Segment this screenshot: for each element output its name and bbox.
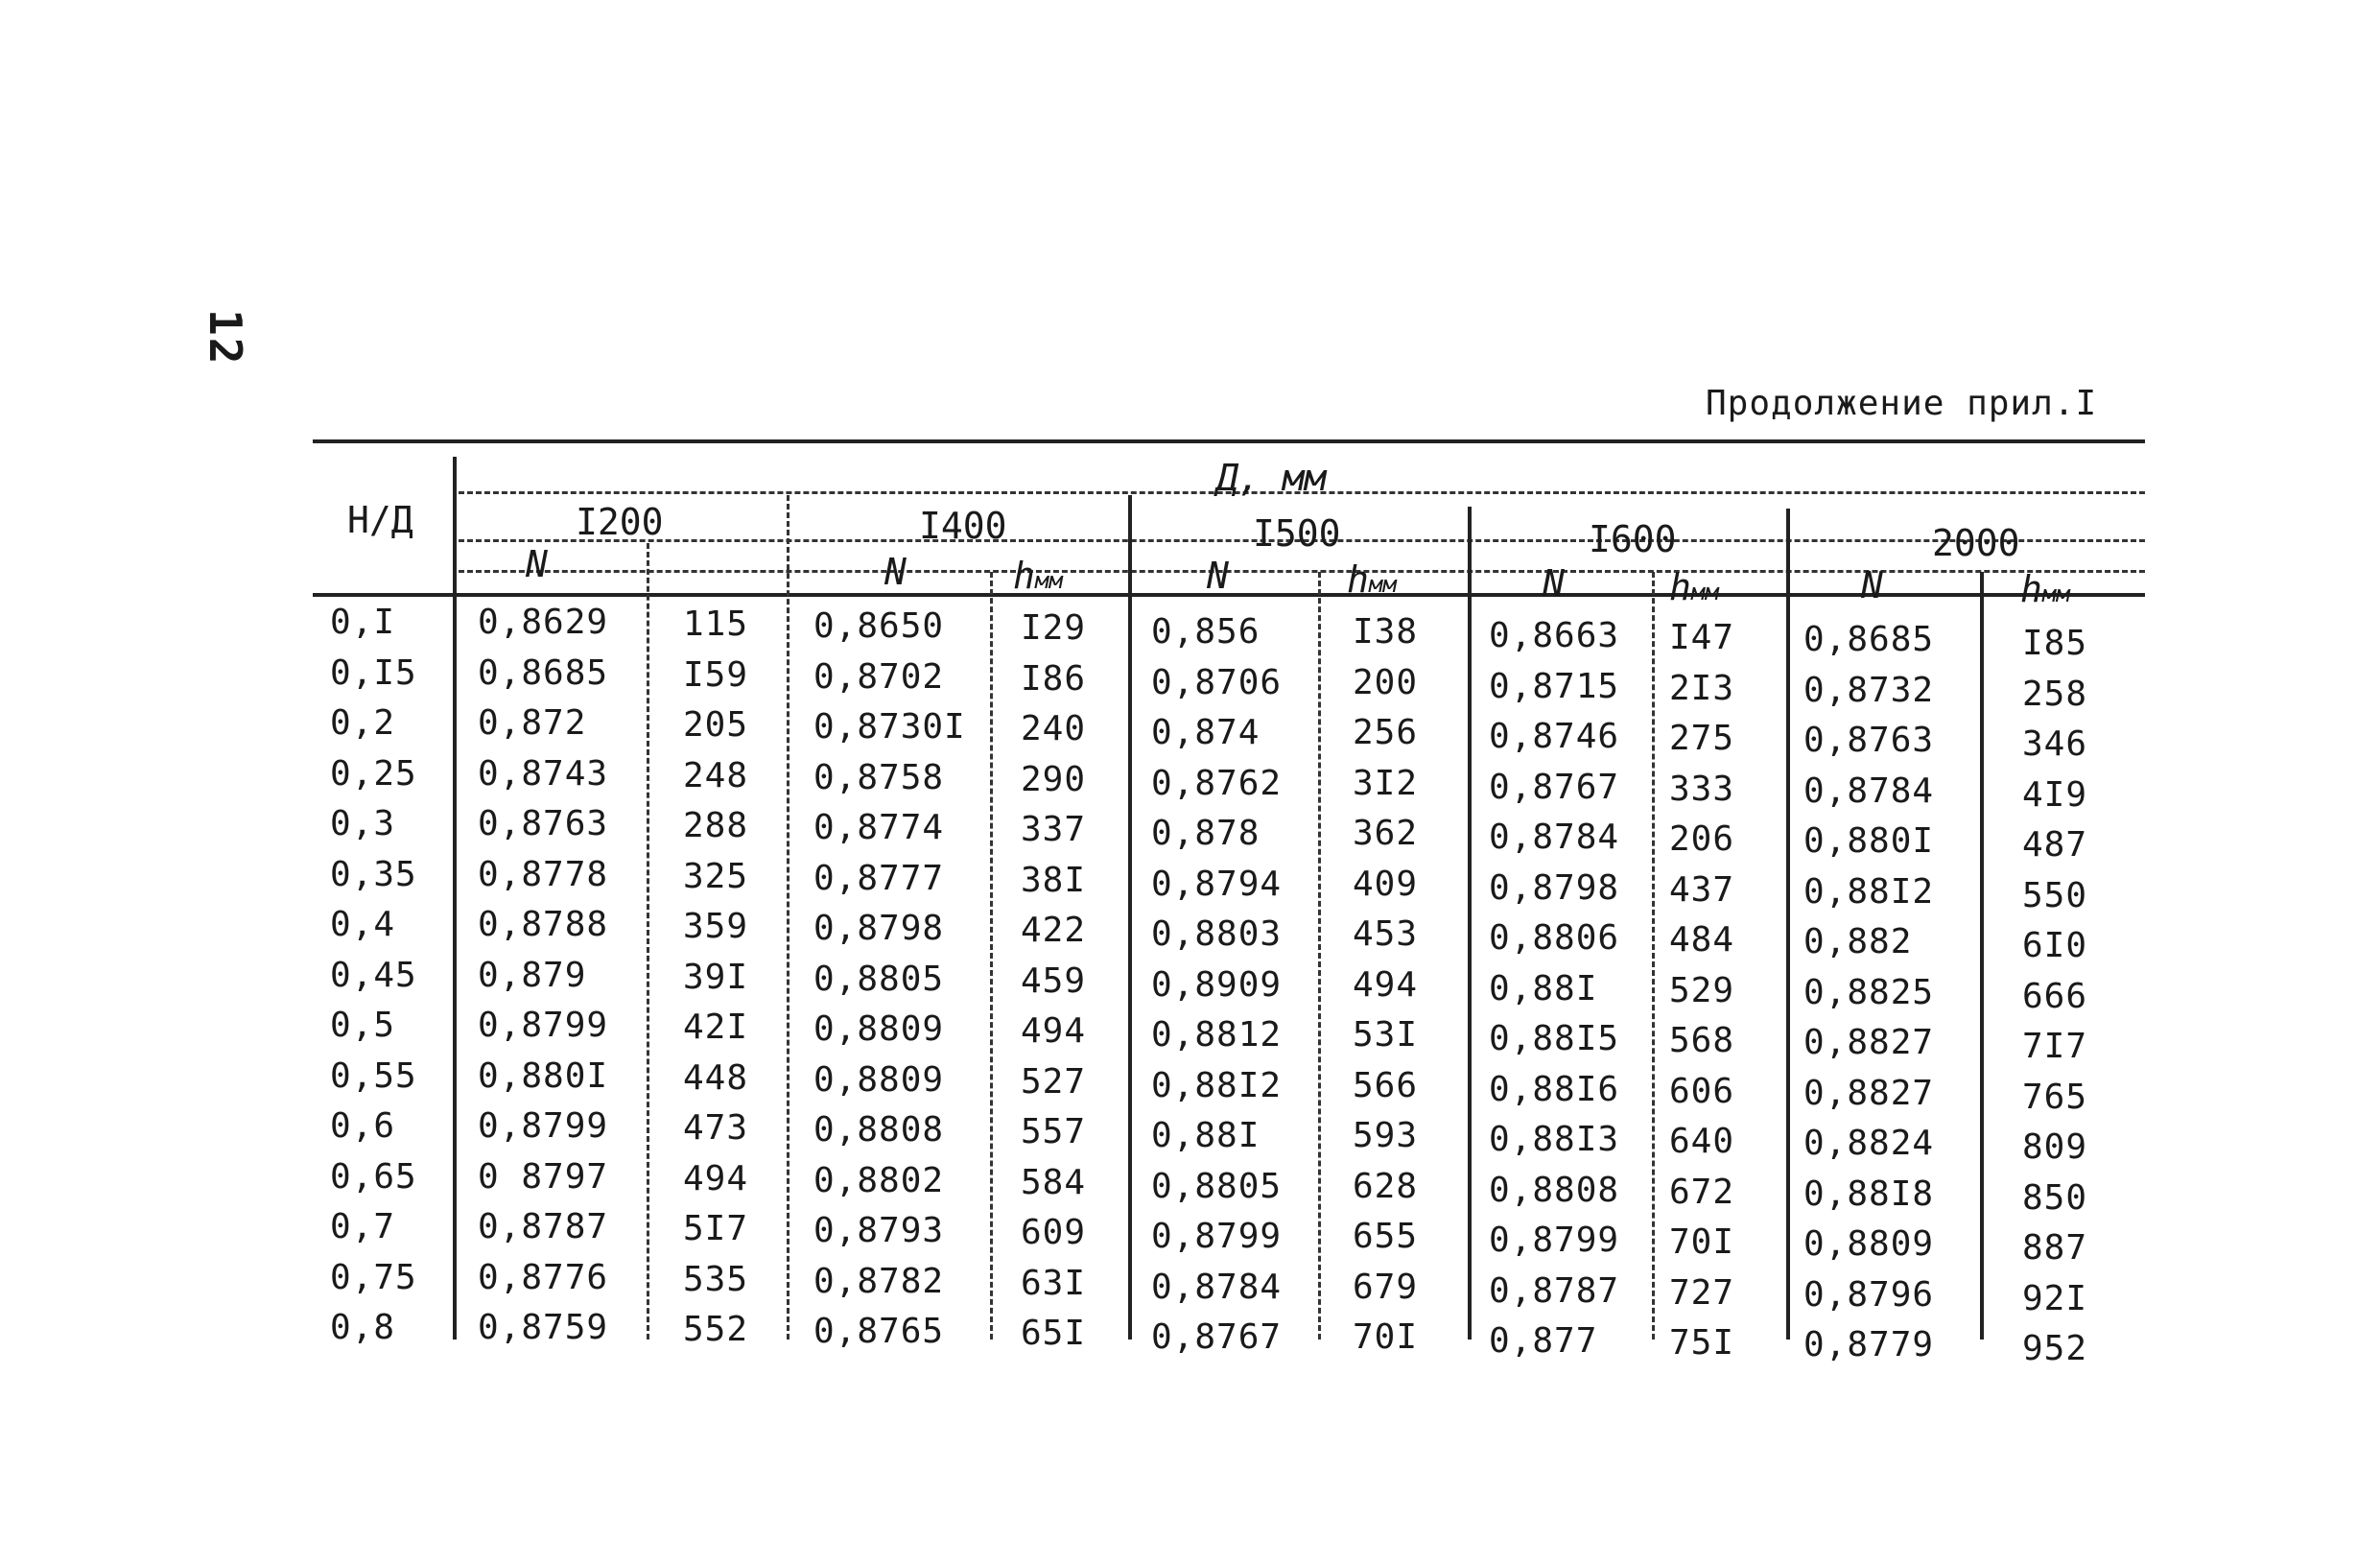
n-value-cell: 0,8776	[478, 1257, 609, 1297]
h-value-cell: 679	[1353, 1267, 1419, 1307]
n-value-cell: 0,8779	[1803, 1325, 1935, 1364]
h-value-cell: 3I2	[1353, 763, 1419, 803]
h-value-cell: 494	[683, 1158, 749, 1198]
n-value-cell: 0,874	[1151, 713, 1261, 752]
h-value-cell: 484	[1669, 920, 1735, 960]
h-value-cell: 256	[1353, 713, 1419, 752]
n-value-cell: 0,8812	[1151, 1015, 1283, 1055]
h-value-cell: 92I	[2022, 1278, 2088, 1318]
row-label-cell: 0,7	[330, 1207, 396, 1246]
n-value-cell: 0 8797	[478, 1156, 609, 1197]
n-value-cell: 0,88I	[1151, 1116, 1261, 1155]
column-divider	[1318, 572, 1321, 1340]
n-value-cell: 0,8784	[1151, 1267, 1283, 1307]
h-value-cell: 422	[1021, 911, 1087, 950]
n-value-cell: 0,8803	[1151, 914, 1283, 954]
h-value-cell: 552	[683, 1310, 749, 1349]
row-label-cell: 0,5	[330, 1006, 396, 1045]
row-label-cell: 0,45	[330, 955, 417, 995]
h-value-cell: 809	[2022, 1127, 2088, 1167]
h-value-cell: 359	[683, 907, 749, 946]
h-value-cell: 115	[683, 605, 749, 644]
header-sub-rule	[459, 570, 2145, 573]
group-label-header: Д, мм	[1216, 457, 1327, 499]
h-value-cell: 584	[1021, 1162, 1087, 1202]
n-value-cell: 0,8806	[1489, 918, 1620, 958]
h-value-cell: 275	[1669, 719, 1735, 758]
h-value-cell: I86	[1021, 658, 1087, 699]
h-value-cell: 205	[683, 705, 749, 745]
row-label-cell: 0,3	[330, 804, 396, 843]
n-value-cell: 0,8777	[813, 858, 945, 898]
h-value-cell: 765	[2022, 1077, 2088, 1117]
h-value-cell: 494	[1353, 964, 1419, 1005]
n-value-cell: 0,8827	[1803, 1023, 1935, 1062]
row-label-cell: 0,65	[330, 1156, 417, 1197]
h-value-cell: 655	[1353, 1217, 1419, 1256]
row-label-cell: 0,55	[330, 1055, 417, 1096]
column-divider	[1786, 509, 1790, 1340]
n-value-cell: 0,8685	[1803, 620, 1935, 659]
h-value-cell: 6I0	[2022, 926, 2088, 965]
n-value-cell: 0,872	[478, 703, 587, 743]
column-divider	[1980, 572, 1984, 1340]
h-value-cell: 200	[1353, 662, 1419, 702]
n-value-cell: 0,8763	[1803, 721, 1935, 760]
page-number: 12	[200, 309, 251, 367]
n-value-cell: 0,879	[478, 955, 587, 995]
n-value-cell: 0,8787	[478, 1207, 609, 1246]
h-value-cell: 628	[1353, 1166, 1419, 1206]
h-value-cell: 606	[1669, 1071, 1735, 1111]
n-value-cell: 0,8793	[813, 1211, 945, 1250]
n-value-cell: 0,8650	[813, 606, 945, 646]
row-label-cell: 0,I	[330, 603, 396, 642]
column-divider	[453, 457, 457, 1340]
h-value-cell: 70I	[1669, 1222, 1735, 1262]
n-value-cell: 0,8702	[813, 656, 945, 697]
h-value-cell: 70I	[1353, 1317, 1419, 1357]
h-value-cell: 290	[1021, 759, 1087, 799]
n-value-cell: 0,8799	[1151, 1217, 1283, 1256]
n-value-cell: 0,8799	[478, 1006, 609, 1045]
h-value-cell: 5I7	[683, 1209, 749, 1248]
h-value-cell: 337	[1021, 810, 1087, 849]
n-value-cell: 0,8809	[813, 1059, 945, 1100]
h-value-cell: 258	[2022, 674, 2088, 714]
n-value-cell: 0,8629	[478, 603, 609, 642]
h-value-cell: 666	[2022, 976, 2088, 1016]
n-column-header: N	[1543, 562, 1565, 605]
h-value-cell: I29	[1021, 608, 1087, 648]
h-value-cell: 325	[683, 856, 749, 896]
row-label-cell: 0,75	[330, 1257, 417, 1297]
h-value-cell: 568	[1669, 1021, 1735, 1060]
n-value-cell: 0,88I8	[1803, 1174, 1935, 1214]
h-value-cell: 566	[1353, 1065, 1419, 1105]
n-value-cell: 0,8799	[478, 1106, 609, 1146]
n-value-cell: 0,8782	[813, 1261, 945, 1301]
n-value-cell: 0,8809	[1803, 1224, 1935, 1264]
h-value-cell: 206	[1669, 819, 1735, 859]
n-value-cell: 0,88I5	[1489, 1019, 1620, 1058]
n-value-cell: 0,8784	[1489, 818, 1620, 857]
n-value-cell: 0,856	[1151, 612, 1261, 652]
n-value-cell: 0,8805	[1151, 1166, 1283, 1206]
row-label-cell: 0,2	[330, 703, 396, 743]
diameter-header: I400	[919, 505, 1007, 547]
h-value-cell: 448	[683, 1057, 749, 1098]
h-column-header: hмм	[1013, 555, 1063, 597]
h-value-cell: 640	[1669, 1122, 1735, 1161]
h-value-cell: 459	[1021, 960, 1087, 1001]
n-value-cell: 0,880I	[1803, 821, 1935, 861]
n-value-cell: 0,877	[1489, 1321, 1598, 1361]
n-value-cell: 0,8808	[813, 1110, 945, 1150]
h-value-cell: 75I	[1669, 1323, 1735, 1363]
n-value-cell: 0,8824	[1803, 1124, 1935, 1163]
h-value-cell: 487	[2022, 825, 2088, 865]
n-value-cell: 0,8805	[813, 959, 945, 999]
n-value-cell: 0,8759	[478, 1308, 609, 1347]
n-column-header: N	[526, 543, 548, 585]
n-value-cell: 0,882	[1803, 922, 1913, 961]
n-value-cell: 0,878	[1151, 814, 1261, 853]
h-column-header: hмм	[2020, 568, 2070, 610]
n-column-header: N	[884, 551, 907, 593]
n-value-cell: 0,8809	[813, 1009, 945, 1049]
h-value-cell: 453	[1353, 914, 1419, 954]
column-divider	[787, 495, 789, 1340]
row-label-cell: 0,I5	[330, 652, 417, 693]
h-value-cell: 473	[683, 1108, 749, 1148]
n-value-cell: 0,88I2	[1803, 871, 1935, 912]
h-value-cell: 529	[1669, 970, 1735, 1010]
n-value-cell: 0,8767	[1151, 1317, 1283, 1357]
h-value-cell: 557	[1021, 1112, 1087, 1151]
n-value-cell: 0,8758	[813, 757, 945, 797]
h-value-cell: 248	[683, 755, 749, 795]
h-value-cell: 609	[1021, 1213, 1087, 1252]
n-value-cell: 0,8802	[813, 1160, 945, 1200]
n-value-cell: 0,8827	[1803, 1073, 1935, 1113]
n-column-header: N	[1207, 555, 1229, 597]
h-value-cell: I59	[683, 654, 749, 695]
row-label-header: Н/Д	[347, 499, 413, 541]
n-value-cell: 0,8909	[1151, 964, 1283, 1005]
n-value-cell: 0,8746	[1489, 717, 1620, 756]
h-value-cell: 39I	[683, 957, 749, 997]
n-value-cell: 0,8778	[478, 854, 609, 894]
h-value-cell: 288	[683, 806, 749, 845]
h-column-header: hмм	[1669, 566, 1719, 608]
n-value-cell: 0,8715	[1489, 666, 1620, 706]
h-value-cell: 65I	[1021, 1314, 1087, 1353]
n-value-cell: 0,8787	[1489, 1270, 1620, 1311]
column-divider	[1652, 572, 1655, 1340]
column-divider	[990, 572, 993, 1340]
h-value-cell: 409	[1353, 864, 1419, 904]
column-divider	[647, 543, 649, 1340]
n-column-header: N	[1861, 564, 1883, 606]
n-value-cell: 0,88I3	[1489, 1120, 1620, 1159]
h-value-cell: I38	[1353, 612, 1419, 652]
n-value-cell: 0,8799	[1489, 1221, 1620, 1260]
row-label-cell: 0,6	[330, 1106, 396, 1146]
n-value-cell: 0,8798	[813, 909, 945, 948]
h-value-cell: 63I	[1021, 1263, 1087, 1303]
h-value-cell: 593	[1353, 1116, 1419, 1155]
n-value-cell: 0,8732	[1803, 670, 1935, 710]
row-label-cell: 0,25	[330, 753, 417, 794]
h-value-cell: 527	[1021, 1061, 1087, 1102]
h-value-cell: I85	[2022, 624, 2088, 663]
n-value-cell: 0,8798	[1489, 867, 1620, 908]
h-value-cell: 362	[1353, 814, 1419, 853]
diameter-header: I600	[1589, 518, 1677, 560]
n-value-cell: 0,8663	[1489, 616, 1620, 655]
row-label-cell: 0,8	[330, 1308, 396, 1347]
h-value-cell: 346	[2022, 724, 2088, 764]
diameter-header: I200	[576, 501, 664, 543]
n-value-cell: 0,8762	[1151, 763, 1283, 803]
n-value-cell: 0,8796	[1803, 1274, 1935, 1315]
n-value-cell: 0,8706	[1151, 662, 1283, 702]
h-value-cell: 437	[1669, 869, 1735, 910]
column-divider	[1468, 507, 1472, 1340]
n-value-cell: 0,88I2	[1151, 1065, 1283, 1105]
h-value-cell: 850	[2022, 1177, 2088, 1218]
n-value-cell: 0,8767	[1489, 767, 1620, 807]
n-value-cell: 0,8808	[1489, 1170, 1620, 1210]
column-divider	[1128, 495, 1132, 1340]
h-value-cell: 550	[2022, 875, 2088, 915]
row-label-cell: 0,4	[330, 905, 396, 944]
n-value-cell: 0,8743	[478, 753, 609, 794]
h-column-header: hмм	[1347, 558, 1397, 601]
h-value-cell: 727	[1669, 1272, 1735, 1313]
n-value-cell: 0,8825	[1803, 972, 1935, 1012]
h-value-cell: 240	[1021, 709, 1087, 748]
n-value-cell: 0,8774	[813, 808, 945, 847]
n-value-cell: 0,8763	[478, 804, 609, 843]
n-value-cell: 0,88I	[1489, 968, 1598, 1008]
h-value-cell: 7I7	[2022, 1027, 2088, 1066]
h-value-cell: 672	[1669, 1172, 1735, 1212]
n-value-cell: 0,8794	[1151, 864, 1283, 904]
h-value-cell: I47	[1669, 618, 1735, 657]
h-value-cell: 952	[2022, 1329, 2088, 1368]
h-value-cell: 333	[1669, 769, 1735, 809]
n-value-cell: 0,8788	[478, 905, 609, 944]
h-value-cell: 535	[683, 1259, 749, 1299]
continuation-label: Продолжение прил.I	[1706, 384, 2098, 423]
h-value-cell: 494	[1021, 1011, 1087, 1051]
table-top-rule	[313, 439, 2145, 443]
h-value-cell: 53I	[1353, 1015, 1419, 1055]
n-value-cell: 0,8685	[478, 652, 609, 693]
n-value-cell: 0,8765	[813, 1312, 945, 1351]
diameter-header: I500	[1253, 512, 1341, 555]
h-value-cell: 38I	[1021, 860, 1087, 900]
h-value-cell: 887	[2022, 1228, 2088, 1268]
n-value-cell: 0,8730I	[813, 707, 966, 747]
h-value-cell: 42I	[683, 1008, 749, 1047]
n-value-cell: 0,88I6	[1489, 1069, 1620, 1109]
h-value-cell: 4I9	[2022, 774, 2088, 815]
n-value-cell: 0,880I	[478, 1055, 609, 1096]
h-value-cell: 2I3	[1669, 668, 1735, 708]
n-value-cell: 0,8784	[1803, 771, 1935, 811]
row-label-cell: 0,35	[330, 854, 417, 894]
diameter-header: 2000	[1932, 522, 2020, 564]
